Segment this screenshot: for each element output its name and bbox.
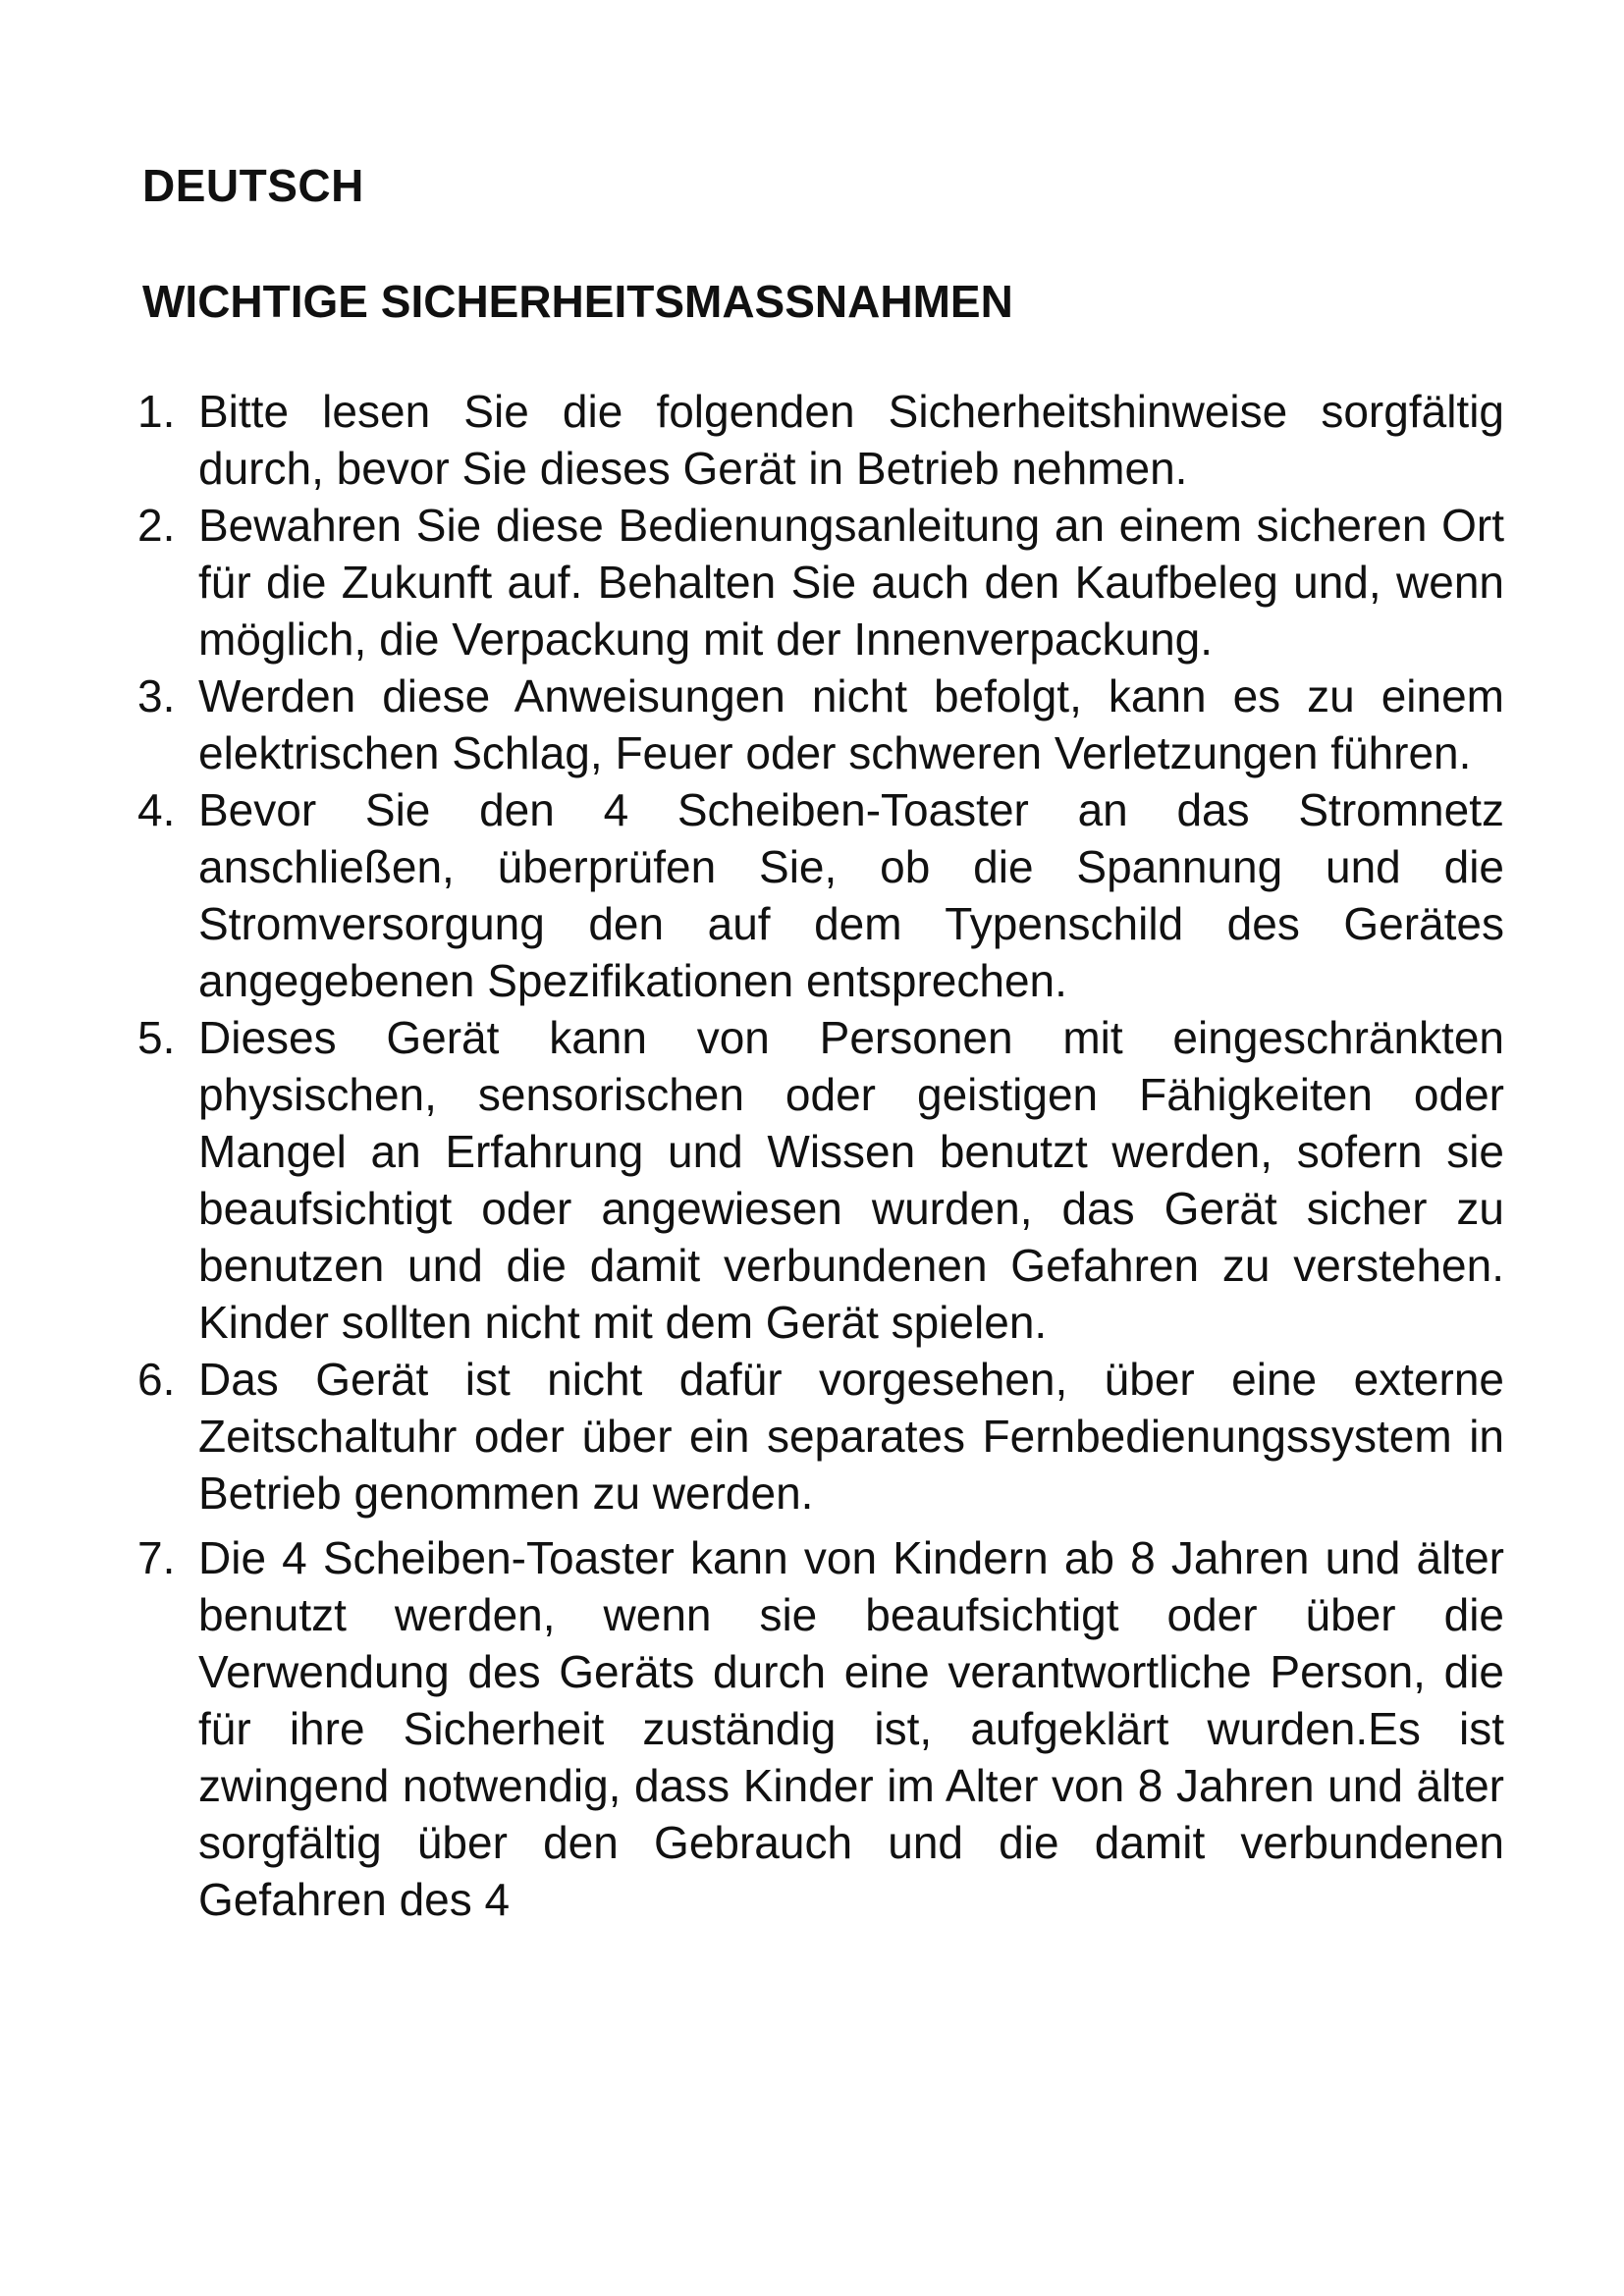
item-number: 2.: [137, 500, 176, 551]
item-number: 1.: [137, 386, 176, 437]
section-heading: WICHTIGE SICHERHEITSMASSNAHMEN: [142, 276, 1013, 327]
language-heading: DEUTSCH: [142, 160, 364, 211]
item-number: 7.: [137, 1532, 176, 1583]
instruction-item-5: [137, 1009, 1504, 1351]
instruction-item-2: [137, 497, 1504, 667]
safety-instructions-list: [137, 383, 1512, 1928]
item-text: Bevor Sie den 4 Scheiben-Toaster an das Stromnetz anschließen, überprüfen Sie, ob die Spannung und die Stromversorgung den auf dem Typenschild des Gerätes angegebenen Spezifikationen entsprechen.: [198, 784, 1504, 1006]
instruction-item-6: [137, 1351, 1504, 1522]
item-text: Das Gerät ist nicht dafür vorgesehen, über eine externe Zeitschaltuhr oder über ein separates Fernbedienungssystem in Betrieb genommen zu werden.: [198, 1354, 1504, 1519]
instruction-item-3: [137, 667, 1504, 781]
item-text: Werden diese Anweisungen nicht befolgt, kann es zu einem elektrischen Schlag, Feuer oder schweren Verletzungen führen.: [198, 670, 1504, 778]
instruction-item-7: [137, 1529, 1504, 1928]
item-number: 4.: [137, 784, 176, 835]
item-text: Die 4 Scheiben-Toaster kann von Kindern ab 8 Jahren und älter benutzt werden, wenn sie beaufsichtigt oder über die Verwendung des Geräts durch eine verantwortliche Person, die für ihre Sicherheit zuständig ist, aufgeklärt wurden.Es ist zwingend notwendig, dass Kinder im Alter von 8 Jahren und älter sorgfältig über den Gebrauch und die damit verbundenen Gefahren des 4: [198, 1532, 1504, 1925]
instruction-item-1: [137, 383, 1504, 497]
item-text: Bitte lesen Sie die folgenden Sicherheitshinweise sorgfältig durch, bevor Sie dieses Gerät in Betrieb nehmen.: [198, 386, 1504, 494]
item-number: 5.: [137, 1012, 176, 1063]
item-number: 3.: [137, 670, 176, 721]
item-text: Dieses Gerät kann von Personen mit eingeschränkten physischen, sensorischen oder geistigen Fähigkeiten oder Mangel an Erfahrung und Wissen benutzt werden, sofern sie beaufsichtigt oder angewiesen wurden, das Gerät sicher zu benutzen und die damit verbundenen Gefahren zu verstehen. Kinder sollten nicht mit dem Gerät spielen.: [198, 1012, 1504, 1348]
item-text: Bewahren Sie diese Bedienungsanleitung an einem sicheren Ort für die Zukunft auf. Behalten Sie auch den Kaufbeleg und, wenn möglich, die Verpackung mit der Innenverpackung.: [198, 500, 1504, 665]
item-number: 6.: [137, 1354, 176, 1405]
instruction-item-4: [137, 781, 1504, 1009]
